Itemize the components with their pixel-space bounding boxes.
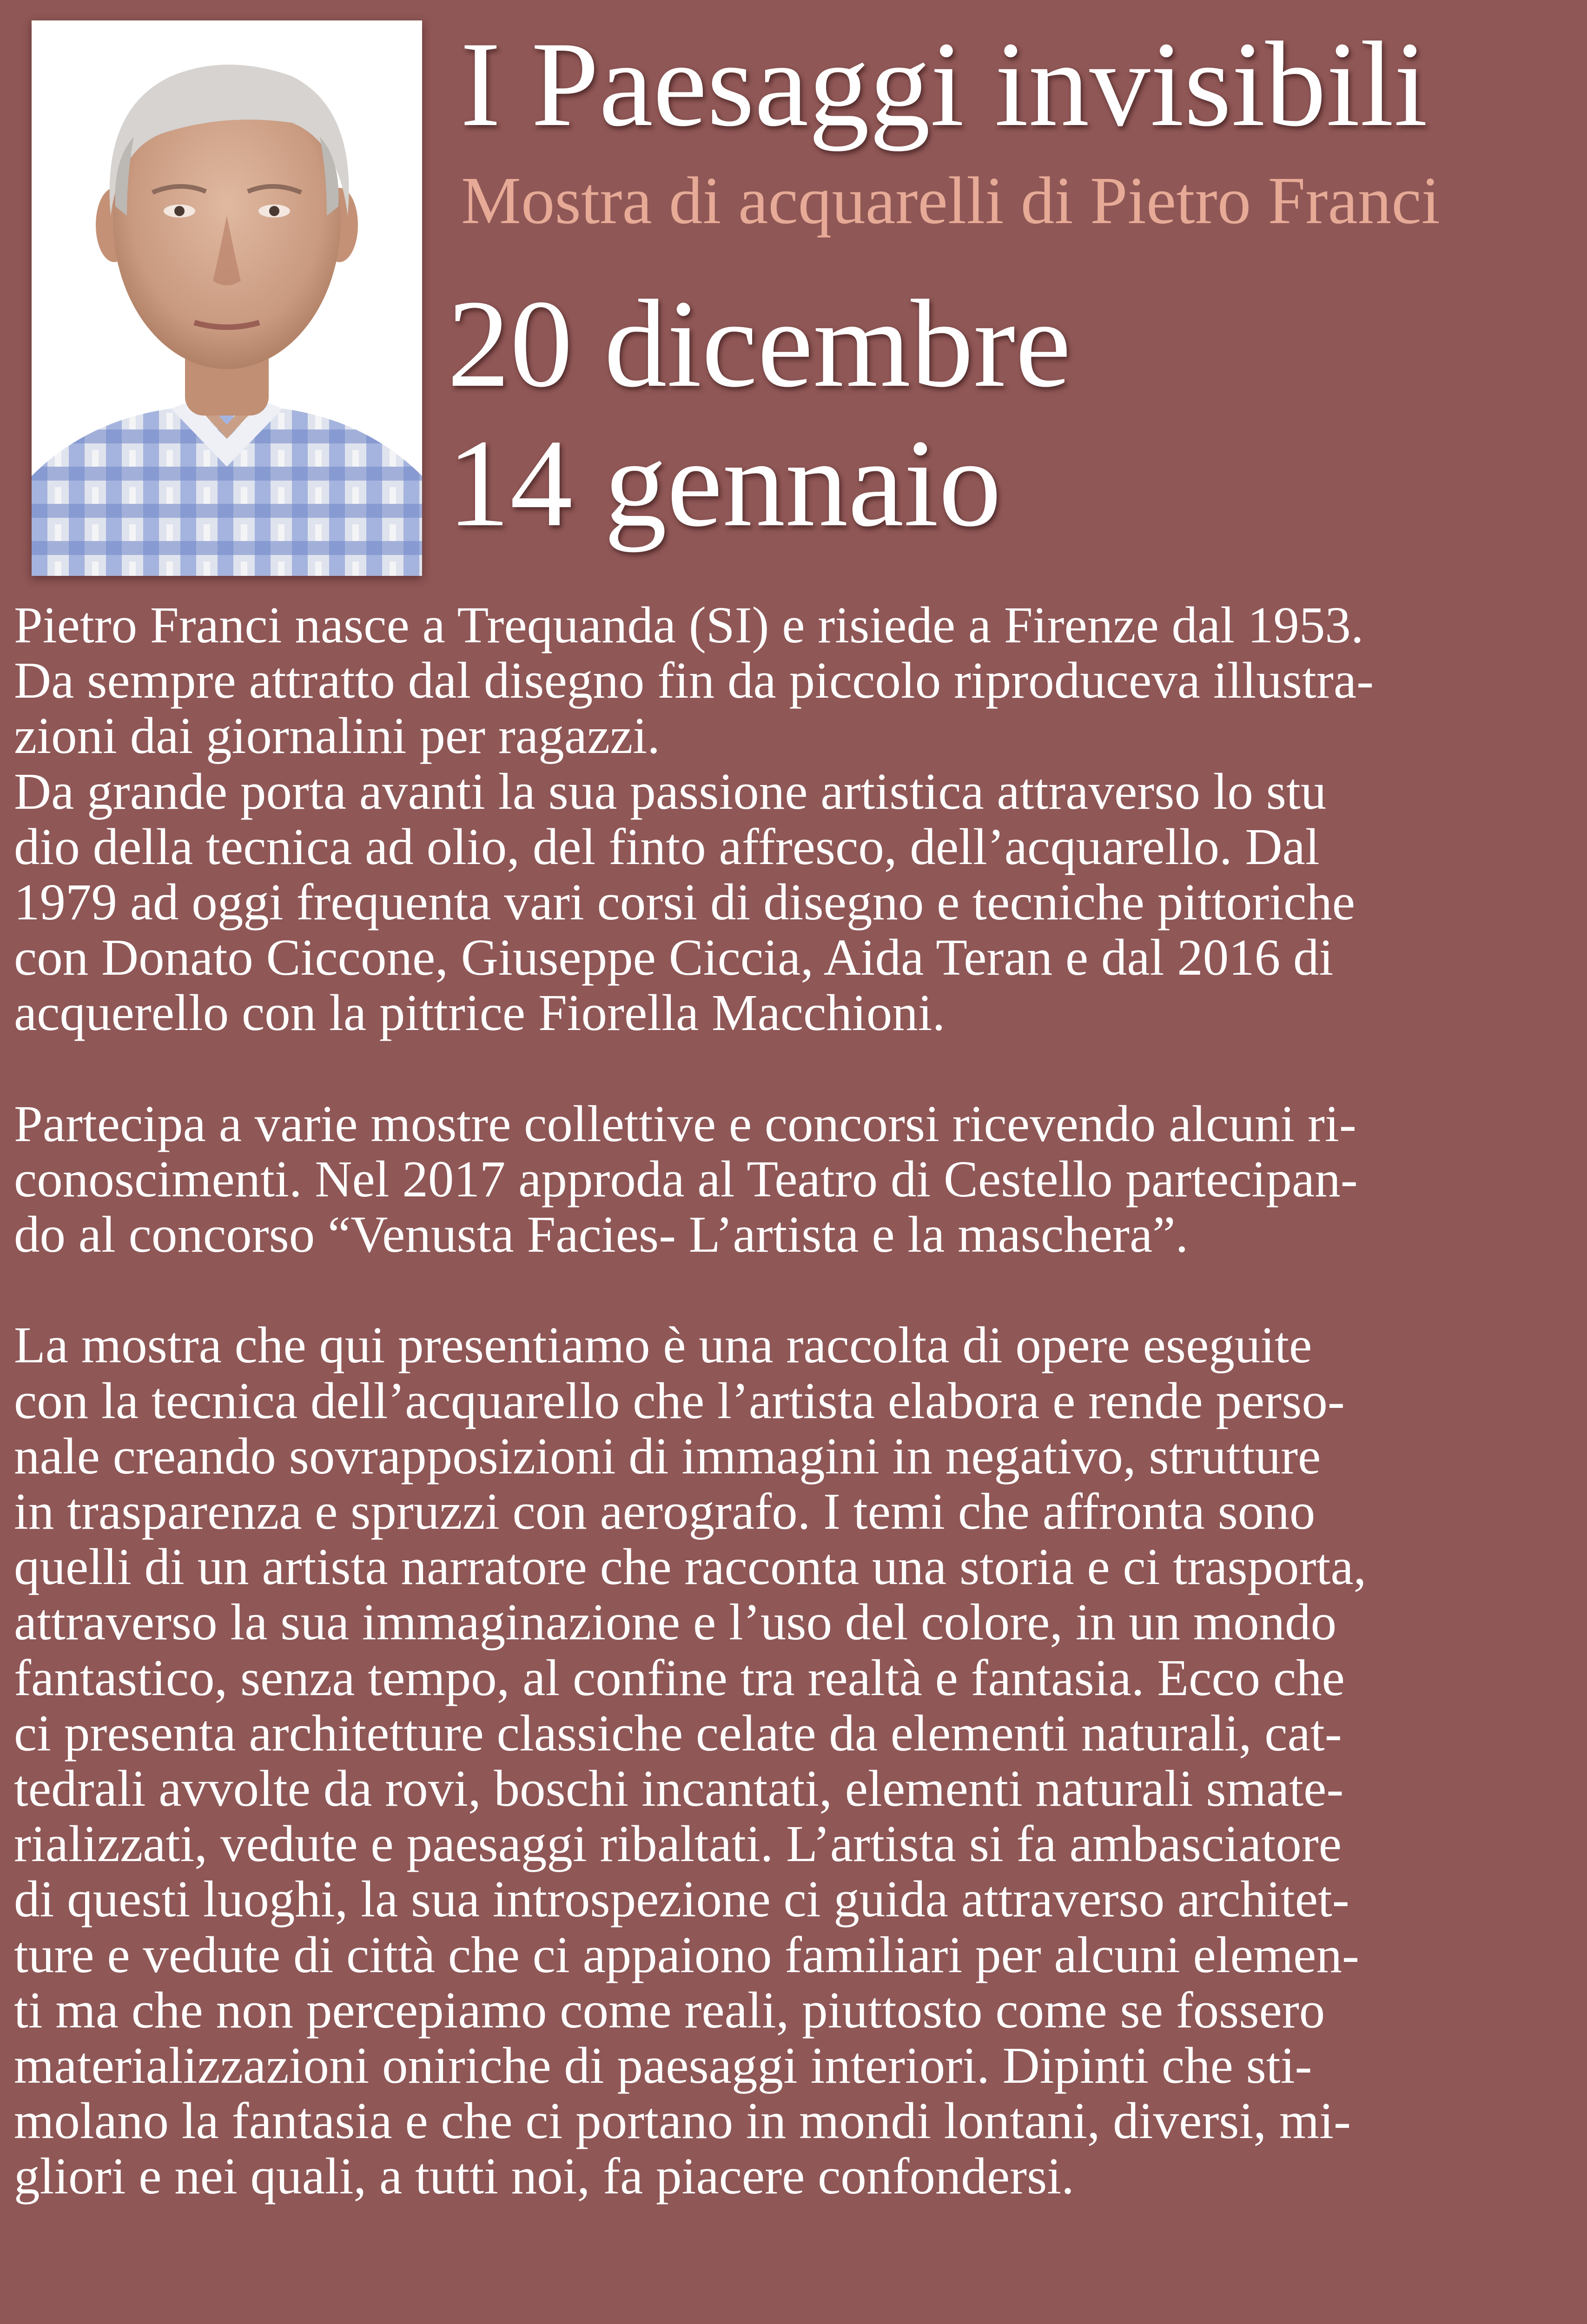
date-start: 20 dicembre: [447, 274, 1071, 413]
paragraph-1: [14, 597, 1580, 1043]
text-line: zioni dai giornalini per ragazzi.: [14, 707, 660, 765]
text-line: Da grande porta avanti la sua passione artistica attraverso lo stu: [14, 763, 1327, 820]
page-title: I Paesaggi invisibili: [460, 17, 1428, 152]
paragraph-spacer: [14, 1043, 1580, 1098]
text-line: in trasparenza e spruzzi con aerografo. I temi che affronta sono: [14, 1483, 1316, 1540]
text-line: Pietro Franci nasce a Trequanda (SI) e risiede a Firenze dal 1953.: [14, 597, 1364, 654]
biography-text: [14, 597, 1580, 2206]
text-line: nale creando sovrapposizioni di immagini in negativo, strutture: [14, 1427, 1321, 1485]
paragraph-2: [14, 1095, 1580, 1265]
text-line: La mostra che qui presentiamo è una raccolta di opere eseguite: [14, 1317, 1312, 1374]
text-line: materializzazioni oniriche di paesaggi interiori. Dipinti che sti-: [14, 2037, 1312, 2094]
artist-photo: [32, 20, 422, 576]
text-line: di questi luoghi, la sua introspezione ci guida attraverso architet-: [14, 1871, 1349, 1928]
text-line: gliori e nei quali, a tutti noi, fa piacere confondersi.: [14, 2148, 1074, 2205]
text-line: quelli di un artista narratore che racconta una storia e ci trasporta,: [14, 1538, 1367, 1596]
text-line: Partecipa a varie mostre collettive e concorsi ricevendo alcuni ri-: [14, 1095, 1356, 1153]
text-line: fantastico, senza tempo, al confine tra realtà e fantasia. Ecco che: [14, 1649, 1345, 1707]
text-line: ture e vedute di città che ci appaiono familiari per alcuni elemen-: [14, 1926, 1359, 1984]
text-line: dio della tecnica ad olio, del finto affresco, dell’acquarello. Dal: [14, 818, 1320, 876]
text-line: 1979 ad oggi frequenta vari corsi di disegno e tecniche pittoriche: [14, 873, 1356, 931]
paragraph-spacer: [14, 1264, 1580, 1320]
text-line: conoscimenti. Nel 2017 approda al Teatro di Cestello partecipan-: [14, 1150, 1358, 1208]
text-line: Da sempre attratto dal disegno fin da piccolo riproduceva illustra-: [14, 652, 1374, 710]
text-line: ci presenta architetture classiche celate da elementi naturali, cat-: [14, 1704, 1342, 1762]
paragraph-3: [14, 1317, 1580, 2206]
text-line: attraverso la sua immaginazione e l’uso del colore, in un mondo: [14, 1594, 1337, 1651]
artist-portrait-icon: [32, 20, 422, 576]
text-line: tedrali avvolte da rovi, boschi incantati, elementi naturali smate-: [14, 1760, 1344, 1817]
text-line: molano la fantasia e che ci portano in mondi lontani, diversi, mi-: [14, 2093, 1351, 2150]
date-end: 14 gennaio: [447, 414, 1002, 553]
text-line: con Donato Ciccone, Giuseppe Ciccia, Aida Teran e dal 2016 di: [14, 929, 1334, 987]
text-line: do al concorso “Venusta Facies- L’artista e la maschera”.: [14, 1206, 1189, 1264]
text-line: rializzati, vedute e paesaggi ribaltati. L’artista si fa ambasciatore: [14, 1816, 1342, 1873]
page-subtitle: Mostra di acquarelli di Pietro Franci: [461, 164, 1440, 238]
text-line: con la tecnica dell’acquarello che l’artista elabora e rende perso-: [14, 1372, 1345, 1430]
text-line: ti ma che non percepiamo come reali, piuttosto come se fossero: [14, 1981, 1325, 2039]
text-line: acquerello con la pittrice Fiorella Macchioni.: [14, 984, 946, 1042]
